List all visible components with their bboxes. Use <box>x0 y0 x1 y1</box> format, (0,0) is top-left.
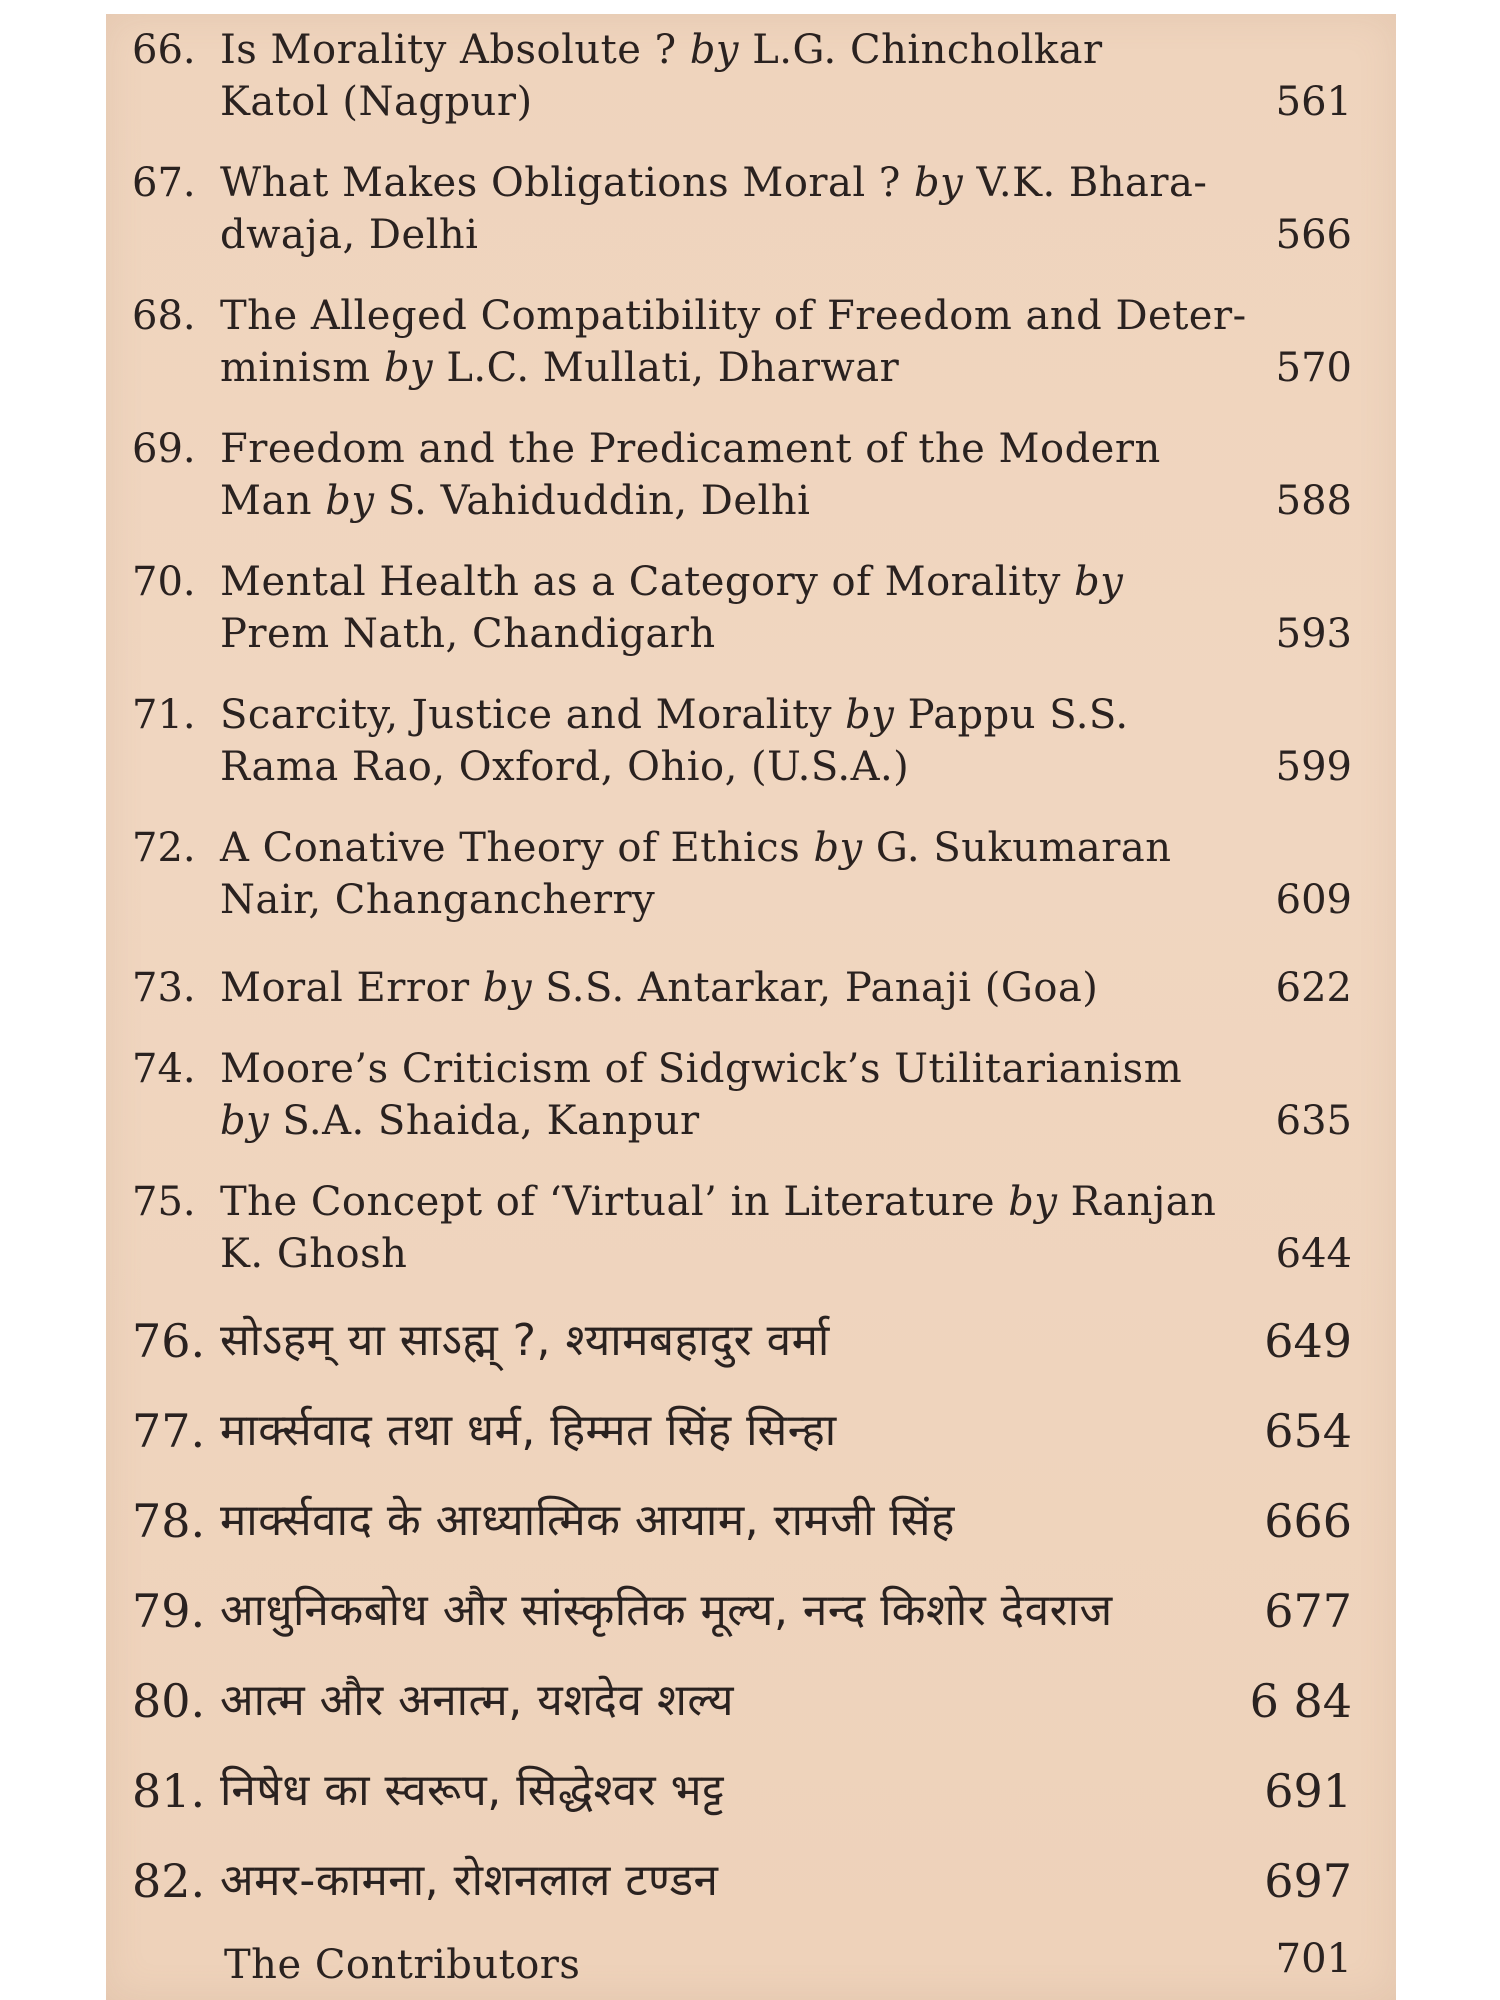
page-number: 593 <box>1275 611 1352 657</box>
entry-author: L.G. Chincholkar <box>739 27 1103 73</box>
entry-author: Ranjan <box>1057 1179 1217 1225</box>
entry-number: 76. <box>132 1314 206 1368</box>
entry-title-line1 <box>220 556 1260 608</box>
page-number: 609 <box>1275 877 1352 923</box>
entry-number: 68. <box>132 293 196 339</box>
entry-author: S.A. Shaida, Kanpur <box>269 1098 700 1144</box>
entry-title-line1: Moore’s Criticism of Sidgwick’s Utilitarianism <box>220 1046 1183 1092</box>
entry-number: 75. <box>132 1179 196 1225</box>
entry-title-line1: The Alleged Compatibility of Freedom and Deter- <box>220 293 1247 339</box>
entry-number: 77. <box>132 1404 206 1458</box>
entry-number: 67. <box>132 160 196 206</box>
by-word: by <box>689 27 740 73</box>
page-number: 588 <box>1275 478 1352 524</box>
entry-number: 70. <box>132 559 196 605</box>
entry-number: 69. <box>132 426 196 472</box>
page-number: 654 <box>1264 1404 1352 1458</box>
entry-title: Mental Health as a Category of Morality <box>220 559 1075 605</box>
entry-author: L.C. Mullati, Dharwar <box>433 345 900 391</box>
entry-title: निषेध का स्वरूप, सिद्धेश्वर भट्ट <box>220 1765 725 1816</box>
entry-number: 80. <box>132 1674 206 1728</box>
page-number: 649 <box>1264 1314 1352 1368</box>
entry-title: आत्म और अनात्म, यशदेव शल्य <box>220 1675 735 1726</box>
entry-title: सोऽहम् या साऽह्म् ?, श्यामबहादुर वर्मा <box>220 1315 830 1366</box>
entry-title-line2: Katol (Nagpur) <box>220 79 533 125</box>
entry-title: A Conative Theory of Ethics <box>220 825 814 871</box>
entry-number: 81. <box>132 1764 206 1818</box>
entry-title: अमर-कामना, रोशनलाल टण्डन <box>220 1855 719 1906</box>
entry-title: minism <box>220 345 384 391</box>
by-word: by <box>220 1098 270 1144</box>
entry-title-line2: dwaja, Delhi <box>220 212 479 258</box>
entry-title-line2 <box>220 1095 1260 1147</box>
entry-number: 71. <box>132 692 196 738</box>
entry-title: Scarcity, Justice and Morality <box>220 692 846 738</box>
page-number: 697 <box>1264 1854 1352 1908</box>
page-number: 561 <box>1275 79 1352 125</box>
page-number: 666 <box>1264 1494 1352 1548</box>
entry-title-line1 <box>220 689 1260 741</box>
entry-title: आधुनिकबोध और सांस्कृतिक मूल्य, नन्द किशोर देवराज <box>220 1585 1113 1636</box>
entry-title-line1 <box>220 962 1260 1014</box>
page-number: 570 <box>1275 345 1352 391</box>
page-number: 599 <box>1275 744 1352 790</box>
entry-title-line1 <box>220 1176 1260 1228</box>
entry-number: 66. <box>132 27 196 73</box>
entry-title: The Contributors <box>224 1942 581 1988</box>
entry-title: मार्क्सवाद तथा धर्म, हिम्मत सिंह सिन्हा <box>220 1405 837 1456</box>
by-word: by <box>1074 559 1124 605</box>
entry-title-line2: Rama Rao, Oxford, Ohio, (U.S.A.) <box>220 744 910 790</box>
entry-title-line1 <box>220 822 1260 874</box>
page-number: 677 <box>1264 1584 1352 1638</box>
by-word: by <box>1008 1179 1058 1225</box>
entry-title-line2: Prem Nath, Chandigarh <box>220 611 716 657</box>
by-word: by <box>383 345 434 391</box>
page-number: 691 <box>1264 1764 1352 1818</box>
entry-title-line2 <box>220 342 1260 394</box>
page-number: 701 <box>1275 1936 1352 1982</box>
entry-title-line1 <box>220 157 1260 209</box>
page-number: 635 <box>1275 1098 1352 1144</box>
by-word: by <box>325 478 375 524</box>
entry-number: 79. <box>132 1584 206 1638</box>
entry-title-line1 <box>220 24 1260 76</box>
entry-title: मार्क्सवाद के आध्यात्मिक आयाम, रामजी सिंह <box>220 1495 955 1546</box>
entry-title-line2 <box>220 475 1260 527</box>
page-number: 6 84 <box>1249 1674 1352 1728</box>
by-word: by <box>813 825 863 871</box>
entry-author: S.S. Antarkar, Panaji (Goa) <box>532 965 1099 1011</box>
entry-author: V.K. Bhara- <box>963 160 1208 206</box>
page-number: 566 <box>1275 212 1352 258</box>
entry-number: 78. <box>132 1494 206 1548</box>
by-word: by <box>845 692 895 738</box>
entry-title-line2: Nair, Changancherry <box>220 877 656 923</box>
entry-title-line1: Freedom and the Predicament of the Modern <box>220 426 1161 472</box>
entry-title-line2: K. Ghosh <box>220 1231 408 1277</box>
entry-title: The Concept of ‘Virtual’ in Literature <box>220 1179 1009 1225</box>
by-word: by <box>482 965 533 1011</box>
by-word: by <box>914 160 964 206</box>
entry-title: What Makes Obligations Moral ? <box>220 160 915 206</box>
entry-number: 74. <box>132 1046 196 1092</box>
page-number: 622 <box>1275 965 1352 1011</box>
entry-number: 72. <box>132 825 196 871</box>
entry-number: 73. <box>132 965 196 1011</box>
entry-author: G. Sukumaran <box>862 825 1172 871</box>
book-page <box>106 14 1396 2000</box>
entry-title: Man <box>220 478 326 524</box>
page-number: 644 <box>1275 1231 1352 1277</box>
entry-number: 82. <box>132 1854 206 1908</box>
entry-author: Pappu S.S. <box>894 692 1129 738</box>
entry-title: Moral Error <box>220 965 483 1011</box>
entry-title: Is Morality Absolute ? <box>220 27 690 73</box>
entry-author: S. Vahiduddin, Delhi <box>374 478 811 524</box>
